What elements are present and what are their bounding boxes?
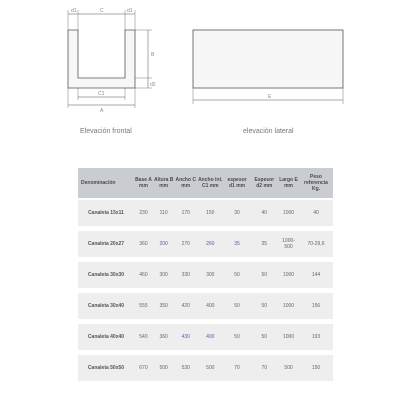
header-cell: Denominación bbox=[78, 168, 134, 200]
row-denomination: Canaleta 30x30 bbox=[78, 262, 134, 293]
table-cell: 1000-500 bbox=[278, 231, 299, 262]
table-cell: 270 bbox=[174, 231, 197, 262]
table-cell: 530 bbox=[174, 355, 197, 386]
table-cell: 555 bbox=[134, 293, 153, 324]
table-header-row bbox=[78, 168, 333, 200]
table-cell: 40 bbox=[251, 200, 279, 231]
header-cell: Ancho C mm bbox=[174, 168, 197, 200]
table-body bbox=[78, 200, 333, 386]
table-cell: 460 bbox=[134, 262, 153, 293]
table-row bbox=[78, 231, 333, 262]
table-cell: 350 bbox=[153, 293, 175, 324]
specs-table-container bbox=[78, 168, 333, 390]
table-cell: 360 bbox=[134, 231, 153, 262]
row-denomination: Canaleta 20x27 bbox=[78, 231, 134, 262]
table-cell: 50 bbox=[251, 293, 279, 324]
table-row bbox=[78, 324, 333, 355]
table-cell: 110 bbox=[153, 200, 175, 231]
table-cell: 50 bbox=[224, 262, 251, 293]
dim-b: B bbox=[151, 52, 155, 58]
table-cell: 300 bbox=[197, 262, 224, 293]
table-cell: 500 bbox=[153, 355, 175, 386]
table-cell: 670 bbox=[134, 355, 153, 386]
table-cell: 300 bbox=[153, 262, 175, 293]
table-cell: 40 bbox=[299, 200, 333, 231]
table-cell: 1000 bbox=[278, 262, 299, 293]
dim-d2: d2 bbox=[150, 82, 156, 88]
side-elevation-drawing bbox=[193, 30, 343, 104]
dim-d1-left: d1 bbox=[71, 8, 77, 14]
dim-d1-right: d1 bbox=[127, 8, 133, 14]
table-cell: 170 bbox=[174, 200, 197, 231]
table-cell: 150 bbox=[299, 355, 333, 386]
table-cell: 50 bbox=[251, 324, 279, 355]
table-cell: 156 bbox=[299, 293, 333, 324]
table-cell: 35 bbox=[224, 231, 251, 262]
table-row bbox=[78, 262, 333, 293]
specs-table bbox=[78, 168, 333, 386]
dim-c1: C1 bbox=[98, 91, 105, 97]
table-cell: 540 bbox=[134, 324, 153, 355]
header-cell: Altura B mm bbox=[153, 168, 175, 200]
front-elevation-drawing bbox=[68, 10, 152, 108]
table-cell: 150 bbox=[197, 200, 224, 231]
table-row bbox=[78, 200, 333, 231]
table-cell: 360 bbox=[153, 324, 175, 355]
table-cell: 193 bbox=[299, 324, 333, 355]
table-cell: 430 bbox=[174, 324, 197, 355]
table-cell: 1000 bbox=[278, 200, 299, 231]
table-cell: 400 bbox=[197, 324, 224, 355]
table-cell: 50 bbox=[224, 293, 251, 324]
dim-a: A bbox=[100, 108, 104, 114]
table-cell: 230 bbox=[134, 200, 153, 231]
header-cell: espesor d1 mm bbox=[224, 168, 251, 200]
row-denomination: Canaleta 40x40 bbox=[78, 324, 134, 355]
table-cell: 200 bbox=[153, 231, 175, 262]
table-cell: 50 bbox=[224, 324, 251, 355]
header-cell: Espesor d2 mm bbox=[251, 168, 279, 200]
header-cell: Peso referencia Kg. bbox=[299, 168, 333, 200]
header-cell: Largo E mm bbox=[278, 168, 299, 200]
table-cell: 1000 bbox=[278, 293, 299, 324]
table-cell: 420 bbox=[174, 293, 197, 324]
front-elevation-caption: Elevación frontal bbox=[80, 128, 132, 135]
table-cell: 35 bbox=[251, 231, 279, 262]
table-cell: 30 bbox=[224, 200, 251, 231]
table-row bbox=[78, 355, 333, 386]
row-denomination: Canaleta 15x11 bbox=[78, 200, 134, 231]
header-cell: Base A mm bbox=[134, 168, 153, 200]
table-cell: 1000 bbox=[278, 324, 299, 355]
row-denomination: Canaleta 30x40 bbox=[78, 293, 134, 324]
table-cell: 50 bbox=[251, 262, 279, 293]
table-cell: 70-29,6 bbox=[299, 231, 333, 262]
dim-e: E bbox=[268, 94, 272, 100]
table-cell: 260 bbox=[197, 231, 224, 262]
header-cell: Ancho int. C1 mm bbox=[197, 168, 224, 200]
table-cell: 70 bbox=[251, 355, 279, 386]
table-row bbox=[78, 293, 333, 324]
row-denomination: Canaleta 50x50 bbox=[78, 355, 134, 386]
dim-c: C bbox=[100, 8, 104, 14]
table-cell: 500 bbox=[278, 355, 299, 386]
table-cell: 400 bbox=[197, 293, 224, 324]
table-cell: 144 bbox=[299, 262, 333, 293]
table-cell: 70 bbox=[224, 355, 251, 386]
table-cell: 330 bbox=[174, 262, 197, 293]
table-cell: 500 bbox=[197, 355, 224, 386]
side-elevation-caption: elevación lateral bbox=[243, 128, 294, 135]
technical-drawings bbox=[0, 0, 416, 140]
